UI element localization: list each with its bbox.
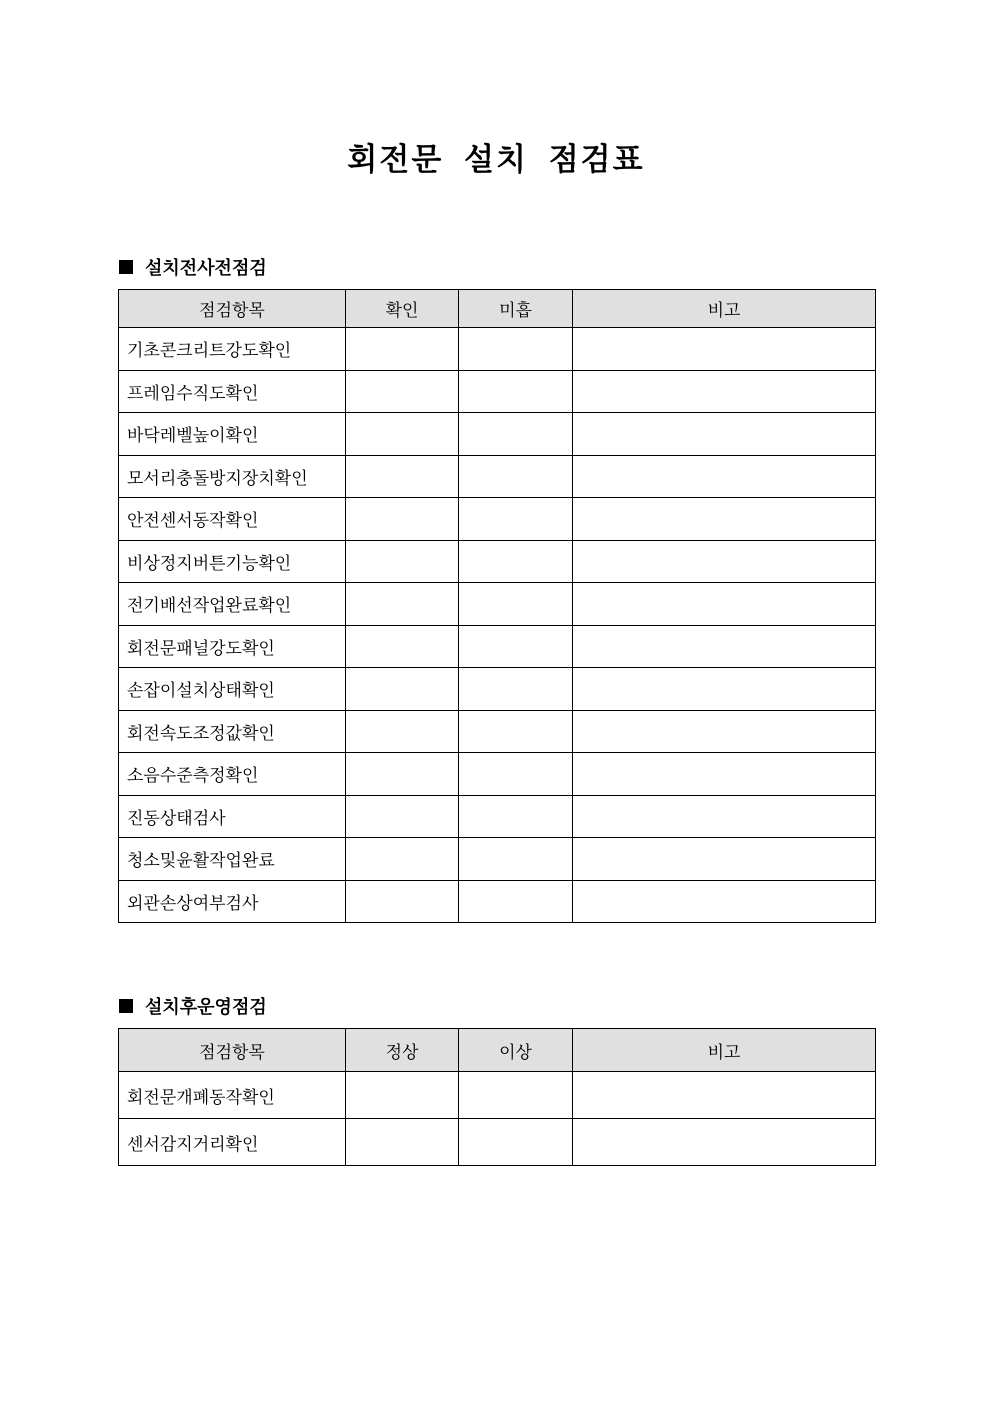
table-row [119,498,876,541]
remarks-cell[interactable] [573,1119,876,1166]
remarks-cell[interactable] [573,795,876,838]
confirm-checkbox-cell[interactable] [346,328,459,371]
checklist-item-label: 소음수준측정확인 [119,753,346,796]
confirm-checkbox-cell[interactable] [346,838,459,881]
section-heading-pre-install [119,254,267,280]
remarks-cell[interactable] [573,838,876,881]
remarks-cell[interactable] [573,455,876,498]
checklist-item-label: 전기배선작업완료확인 [119,583,346,626]
confirm-checkbox-cell[interactable] [346,540,459,583]
column-header-normal: 정상 [346,1029,459,1072]
post-install-checklist-table [118,1028,876,1166]
remarks-cell[interactable] [573,625,876,668]
insufficient-checkbox-cell[interactable] [459,583,573,626]
abnormal-checkbox-cell[interactable] [459,1119,573,1166]
table-row [119,625,876,668]
column-header-abnormal: 이상 [459,1029,573,1072]
checklist-item-label: 모서리충돌방지장치확인 [119,455,346,498]
confirm-checkbox-cell[interactable] [346,370,459,413]
insufficient-checkbox-cell[interactable] [459,328,573,371]
column-header-item: 점검항목 [119,290,346,328]
remarks-cell[interactable] [573,540,876,583]
confirm-checkbox-cell[interactable] [346,710,459,753]
table-row [119,413,876,456]
column-header-confirm: 확인 [346,290,459,328]
checklist-item-label: 회전속도조정값확인 [119,710,346,753]
table-row [119,753,876,796]
table-row [119,880,876,923]
checklist-item-label: 센서감지거리확인 [119,1119,346,1166]
insufficient-checkbox-cell[interactable] [459,498,573,541]
remarks-cell[interactable] [573,413,876,456]
checklist-item-label: 진동상태검사 [119,795,346,838]
confirm-checkbox-cell[interactable] [346,668,459,711]
abnormal-checkbox-cell[interactable] [459,1072,573,1119]
insufficient-checkbox-cell[interactable] [459,413,573,456]
table-row [119,795,876,838]
table-row [119,455,876,498]
confirm-checkbox-cell[interactable] [346,753,459,796]
insufficient-checkbox-cell[interactable] [459,795,573,838]
section-heading-label: 설치전사전점검 [145,258,267,279]
checklist-item-label: 프레임수직도확인 [119,370,346,413]
table-row [119,370,876,413]
remarks-cell[interactable] [573,498,876,541]
remarks-cell[interactable] [573,370,876,413]
insufficient-checkbox-cell[interactable] [459,710,573,753]
confirm-checkbox-cell[interactable] [346,583,459,626]
table-row [119,1072,876,1119]
pre-install-checklist-table [118,289,876,923]
remarks-cell[interactable] [573,1072,876,1119]
insufficient-checkbox-cell[interactable] [459,668,573,711]
table-row [119,540,876,583]
insufficient-checkbox-cell[interactable] [459,880,573,923]
checklist-item-label: 안전센서동작확인 [119,498,346,541]
page-title: 회전문 설치 점검표 [347,142,645,178]
checklist-item-label: 외관손상여부검사 [119,880,346,923]
insufficient-checkbox-cell[interactable] [459,455,573,498]
checklist-item-label: 회전문패널강도확인 [119,625,346,668]
insufficient-checkbox-cell[interactable] [459,540,573,583]
confirm-checkbox-cell[interactable] [346,795,459,838]
table-row [119,668,876,711]
checklist-item-label: 청소및윤활작업완료 [119,838,346,881]
table-row [119,710,876,753]
section-heading-post-install [119,993,267,1019]
table-row [119,583,876,626]
confirm-checkbox-cell[interactable] [346,625,459,668]
confirm-checkbox-cell[interactable] [346,880,459,923]
remarks-cell[interactable] [573,880,876,923]
normal-checkbox-cell[interactable] [346,1072,459,1119]
checklist-item-label: 손잡이설치상태확인 [119,668,346,711]
checklist-item-label: 회전문개폐동작확인 [119,1072,346,1119]
confirm-checkbox-cell[interactable] [346,498,459,541]
table-header-row [119,290,876,328]
remarks-cell[interactable] [573,583,876,626]
checklist-item-label: 기초콘크리트강도확인 [119,328,346,371]
insufficient-checkbox-cell[interactable] [459,625,573,668]
remarks-cell[interactable] [573,328,876,371]
normal-checkbox-cell[interactable] [346,1119,459,1166]
insufficient-checkbox-cell[interactable] [459,753,573,796]
confirm-checkbox-cell[interactable] [346,413,459,456]
column-header-item: 점검항목 [119,1029,346,1072]
remarks-cell[interactable] [573,753,876,796]
black-square-icon [119,999,133,1013]
column-header-insufficient: 미흡 [459,290,573,328]
insufficient-checkbox-cell[interactable] [459,370,573,413]
insufficient-checkbox-cell[interactable] [459,838,573,881]
table-row [119,1119,876,1166]
remarks-cell[interactable] [573,668,876,711]
checklist-item-label: 바닥레벨높이확인 [119,413,346,456]
remarks-cell[interactable] [573,710,876,753]
checklist-item-label: 비상정지버튼기능확인 [119,540,346,583]
column-header-remarks: 비고 [573,1029,876,1072]
confirm-checkbox-cell[interactable] [346,455,459,498]
black-square-icon [119,260,133,274]
table-header-row [119,1029,876,1072]
table-row [119,838,876,881]
table-row [119,328,876,371]
column-header-remarks: 비고 [573,290,876,328]
section-heading-label: 설치후운영점검 [145,997,267,1018]
